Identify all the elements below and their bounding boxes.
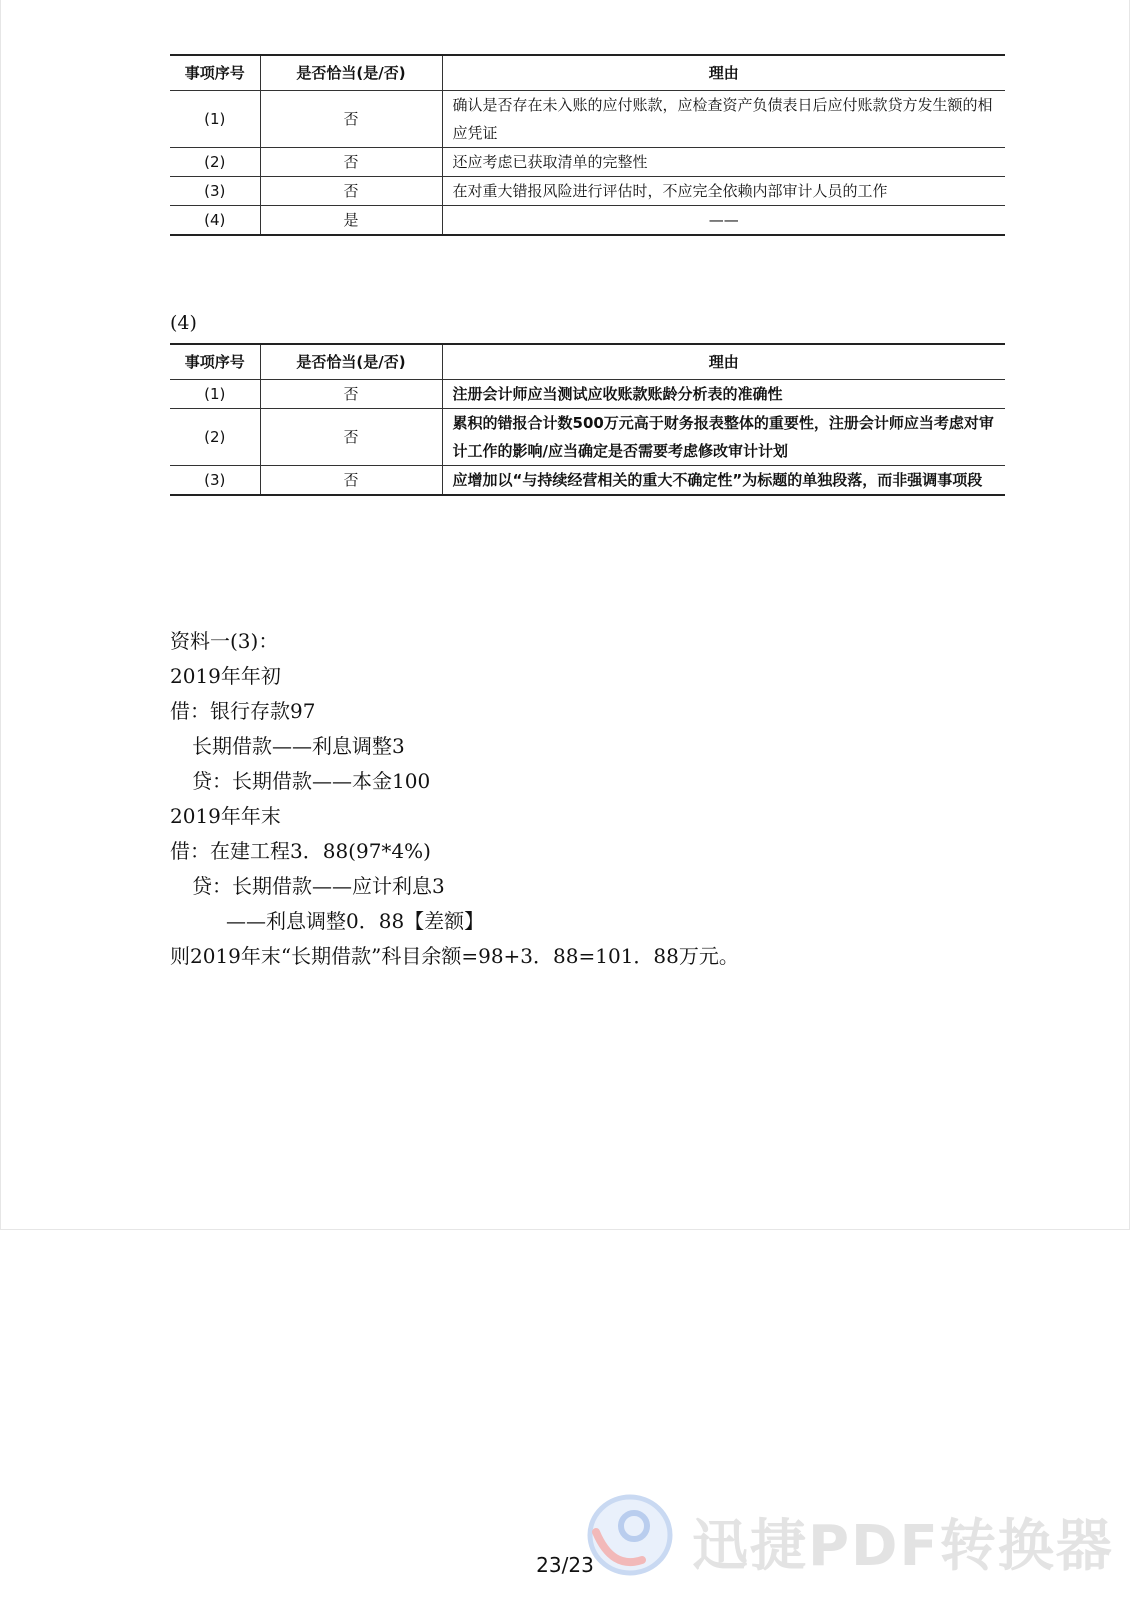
- table-row: [170, 409, 1005, 466]
- journal-conclusion: 则2019年末“长期借款”科目余额=98+3．88=101．88万元。: [170, 944, 739, 968]
- row-reason: ——: [442, 206, 1005, 236]
- row-answer: 否: [260, 148, 442, 177]
- header-appropriate: 是否恰当(是/否): [260, 55, 442, 91]
- row-number: (2): [170, 148, 260, 177]
- row-number: (2): [170, 409, 260, 466]
- row-answer: 是: [260, 206, 442, 236]
- header-appropriate: 是否恰当(是/否): [260, 344, 442, 380]
- header-reason: 理由: [442, 344, 1005, 380]
- row-reason: 应增加以“与持续经营相关的重大不确定性”为标题的单独段落，而非强调事项段: [442, 466, 1005, 496]
- row-reason: 累积的错报合计数500万元高于财务报表整体的重要性，注册会计师应当考虑对审计工作的影响/应当确定是否需要考虑修改审计计划: [442, 409, 1005, 466]
- table-row: [170, 466, 1005, 496]
- row-answer: 否: [260, 466, 442, 496]
- table-row: [170, 380, 1005, 409]
- journal-entries: [170, 624, 739, 974]
- journal-line: 2019年年初: [170, 664, 281, 688]
- header-reason: 理由: [442, 55, 1005, 91]
- row-reason: 还应考虑已获取清单的完整性: [442, 148, 1005, 177]
- header-item-number: 事项序号: [170, 55, 260, 91]
- audit-table-2: [170, 343, 1005, 496]
- table-header-row: [170, 344, 1005, 380]
- table-row: [170, 148, 1005, 177]
- journal-line: 长期借款——利息调整3: [192, 734, 405, 758]
- table-row: [170, 177, 1005, 206]
- row-number: (4): [170, 206, 260, 236]
- table-row: [170, 206, 1005, 236]
- table-row: [170, 91, 1005, 148]
- row-reason: 在对重大错报风险进行评估时，不应完全依赖内部审计人员的工作: [442, 177, 1005, 206]
- row-answer: 否: [260, 409, 442, 466]
- row-answer: 否: [260, 177, 442, 206]
- row-number: (1): [170, 380, 260, 409]
- journal-line: 借：在建工程3．88(97*4%): [170, 839, 431, 863]
- journal-line: 贷：长期借款——应计利息3: [192, 874, 445, 898]
- row-answer: 否: [260, 380, 442, 409]
- row-number: (3): [170, 177, 260, 206]
- header-item-number: 事项序号: [170, 344, 260, 380]
- row-answer: 否: [260, 91, 442, 148]
- row-number: (3): [170, 466, 260, 496]
- journal-line: ——利息调整0．88【差额】: [226, 909, 485, 933]
- row-reason: 确认是否存在未入账的应付账款，应检查资产负债表日后应付账款贷方发生额的相应凭证: [442, 91, 1005, 148]
- section-label: (4): [170, 312, 197, 334]
- journal-heading: 资料一(3)：: [170, 629, 279, 653]
- watermark-text: 迅捷PDF转换器: [692, 1514, 1114, 1579]
- journal-line: 贷：长期借款——本金100: [192, 769, 431, 793]
- page-number: 23/23: [536, 1553, 594, 1577]
- audit-table-1: [170, 54, 1005, 236]
- journal-line: 借：银行存款97: [170, 699, 316, 723]
- row-reason: 注册会计师应当测试应收账款账龄分析表的准确性: [442, 380, 1005, 409]
- row-number: (1): [170, 91, 260, 148]
- table-header-row: [170, 55, 1005, 91]
- journal-line: 2019年年末: [170, 804, 281, 828]
